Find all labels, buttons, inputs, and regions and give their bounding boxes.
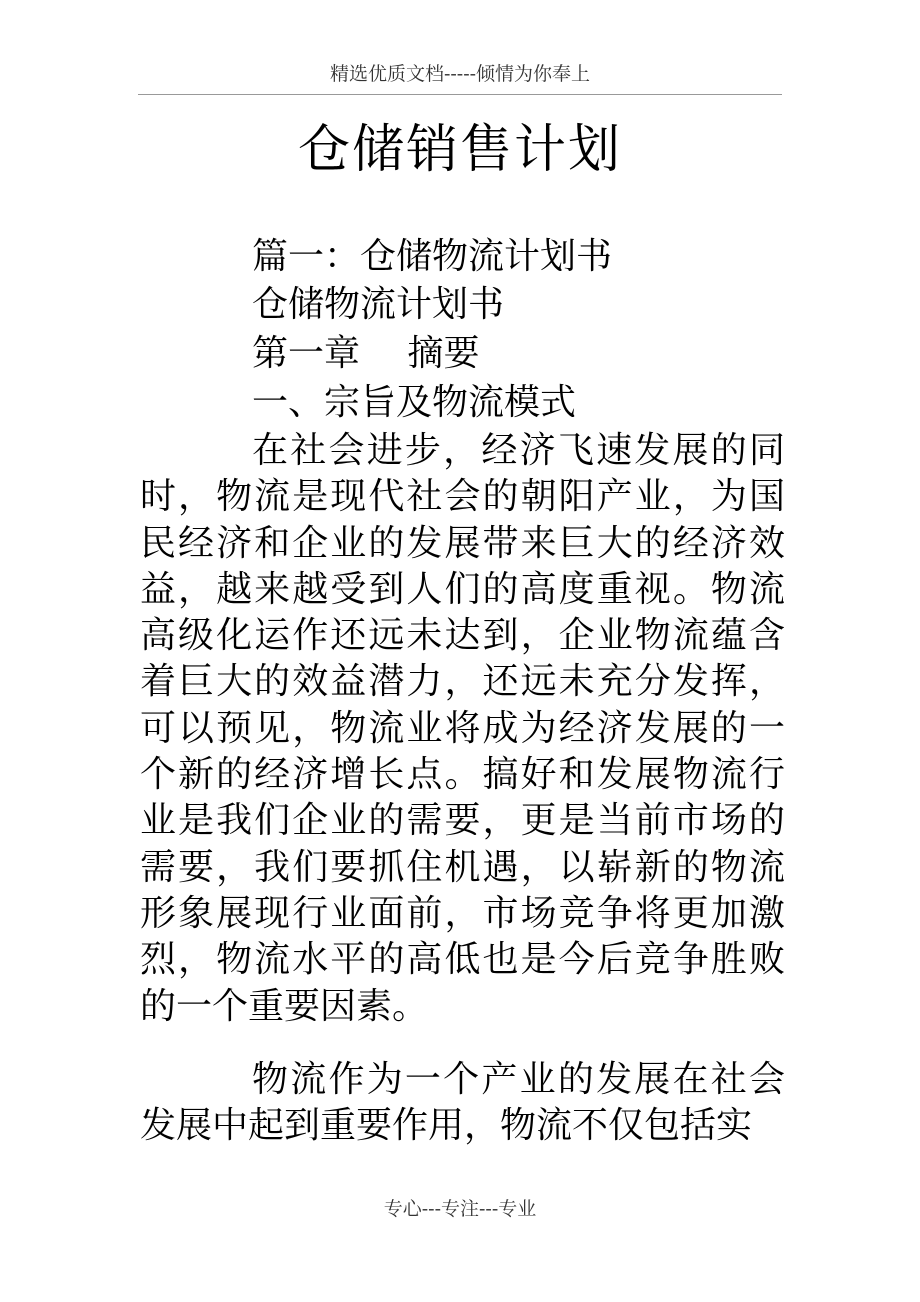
section-heading-plan: 仓储物流计划书 <box>252 284 505 325</box>
body-paragraph-1: 在社会进步，经济飞速发展的同时，物流是现代社会的朝阳产业，为国民经济和企业的发展带来巨大的经济效益，越来越受到人们的高度重视。物流高级化运作还远未达到，企业物流蕴含着巨大的效益潜力，还远未充分发挥，可以预见，物流业将成为经济发展的一个新的经济增长点。搞好和发展物流行业是我们企业的需要，更是当前市场的需要，我们要抓住机遇，以崭新的物流形象展现行业面前，市场竞争将更加激烈，物流水平的高低也是今后竞争胜败的一个重要因素。 <box>140 430 785 1027</box>
page-footer: 专心---专注---专业 <box>383 1198 537 1220</box>
chapter-heading: 第一章 摘要 <box>252 333 480 374</box>
section-heading-part-one: 篇一：仓储物流计划书 <box>252 236 613 277</box>
page-header: 精选优质文档-----倾情为你奉上 <box>329 63 591 85</box>
subsection-heading: 一、宗旨及物流模式 <box>252 382 577 423</box>
body-paragraph-2: 物流作为一个产业的发展在社会发展中起到重要作用，物流不仅包括实 <box>140 1059 785 1147</box>
header-divider <box>138 94 782 95</box>
document-title: 仓储销售计划 <box>297 120 622 180</box>
